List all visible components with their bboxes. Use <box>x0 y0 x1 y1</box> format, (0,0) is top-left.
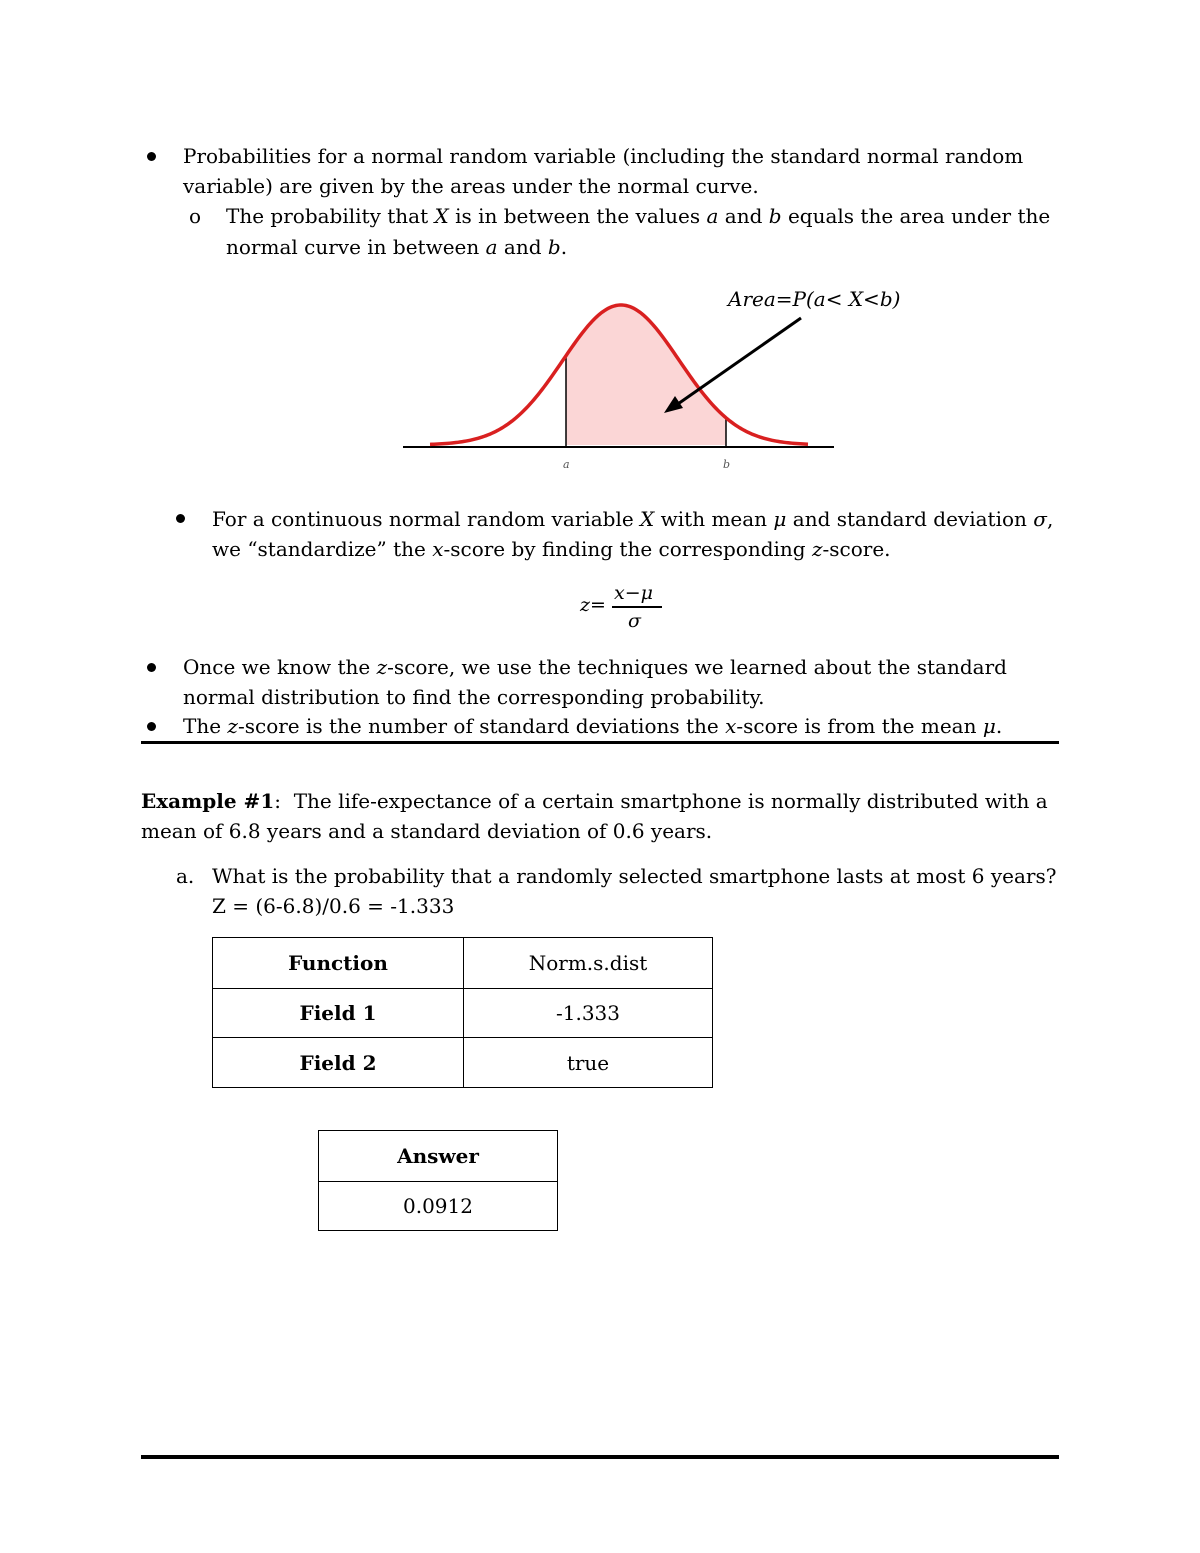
function-table <box>212 937 713 1088</box>
tick-label-a: a <box>563 458 570 471</box>
arrow-shaft <box>675 318 801 406</box>
part-a-question: What is the probability that a randomly selected smartphone lasts at most 6 years? <box>212 864 1057 888</box>
normal-curve-figure <box>390 280 920 480</box>
table-row <box>319 1131 558 1182</box>
answer-header: Answer <box>319 1131 558 1182</box>
table-value-cell: Norm.s.dist <box>464 938 713 989</box>
fraction-bar <box>612 606 662 608</box>
bullet-3-line-2: normal distribution to find the corresponding probability. <box>183 685 765 709</box>
bullet-4-line: The z-score is the number of standard deviations the x-score is from the mean μ. <box>183 714 1003 738</box>
answer-table <box>318 1130 558 1231</box>
circle-bullet-icon: o <box>189 204 202 228</box>
answer-value: 0.0912 <box>319 1182 558 1231</box>
formula-denominator: σ <box>628 610 641 632</box>
table-value-cell: -1.333 <box>464 989 713 1038</box>
table-row <box>213 938 713 989</box>
formula-lhs: z= <box>580 594 606 616</box>
part-a-work: Z = (6-6.8)/0.6 = -1.333 <box>212 894 455 918</box>
bullet-2-line-1: For a continuous normal random variable X with mean μ and standard deviation σ, <box>212 507 1054 531</box>
table-label-cell: Field 1 <box>213 989 464 1038</box>
tick-label-b: b <box>723 458 731 471</box>
bullet-2-line-2: we “standardize” the x-score by finding the corresponding z-score. <box>212 537 891 561</box>
bullet-icon <box>147 722 156 731</box>
bullet-1-line-1: Probabilities for a normal random variable (including the standard normal random <box>183 144 1024 168</box>
bullet-icon <box>147 152 156 161</box>
table-row <box>319 1182 558 1231</box>
sub-bullet-line-1: The probability that X is in between the values a and b equals the area under the <box>226 204 1051 228</box>
table-row <box>213 1038 713 1088</box>
bullet-icon <box>147 663 156 672</box>
bullet-icon <box>176 514 185 523</box>
bullet-3-line-1: Once we know the z-score, we use the techniques we learned about the standard <box>183 655 1007 679</box>
page-footer-divider <box>141 1455 1059 1459</box>
sub-bullet-line-2: normal curve in between a and b. <box>226 235 568 259</box>
bullet-1-line-2: variable) are given by the areas under the normal curve. <box>183 174 759 198</box>
example-label: Example #1 <box>141 789 275 813</box>
part-a-marker: a. <box>176 864 195 888</box>
example-line-1: Example #1: The life-expectance of a certain smartphone is normally distributed with a <box>141 789 1048 813</box>
table-row <box>213 989 713 1038</box>
example-line-2: mean of 6.8 years and a standard deviation of 0.6 years. <box>141 819 713 843</box>
section-divider <box>141 741 1059 744</box>
table-label-cell: Function <box>213 938 464 989</box>
area-label: Area=P(a< X<b) <box>728 287 901 311</box>
table-label-cell: Field 2 <box>213 1038 464 1088</box>
formula-numerator: x−μ <box>614 582 653 604</box>
table-value-cell: true <box>464 1038 713 1088</box>
